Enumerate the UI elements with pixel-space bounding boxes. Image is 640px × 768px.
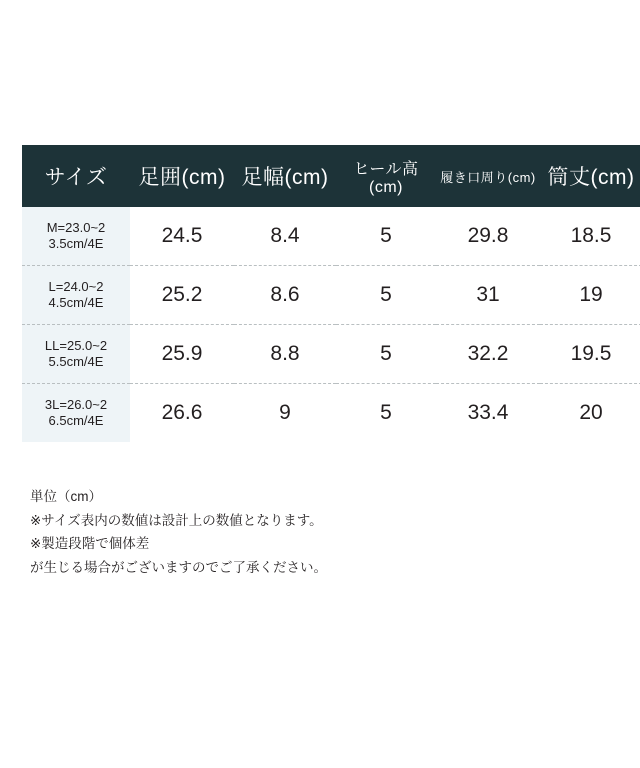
cell-size bbox=[22, 384, 130, 443]
note-design-values: ※サイズ表内の数値は設計上の数値となります。 bbox=[30, 512, 323, 528]
table-row bbox=[22, 384, 640, 443]
cell-size bbox=[22, 325, 130, 384]
cell-opening-circumference: 31 bbox=[436, 266, 540, 325]
size-label-line1: M=23.0~2 bbox=[46, 219, 106, 235]
table-header-row bbox=[22, 145, 640, 207]
cell-shaft-length: 20 bbox=[540, 384, 640, 443]
size-label-line2: 6.5cm/4E bbox=[48, 413, 104, 428]
cell-foot-width: 8.6 bbox=[234, 266, 336, 325]
size-label-line2: 4.5cm/4E bbox=[48, 295, 104, 310]
cell-opening-circumference: 33.4 bbox=[436, 384, 540, 443]
column-header-opening-circumference: 履き口周り(cm) bbox=[436, 145, 540, 207]
cell-heel-height: 5 bbox=[336, 207, 436, 266]
cell-foot-circumference: 26.6 bbox=[130, 384, 234, 443]
size-label-line2: 5.5cm/4E bbox=[48, 354, 104, 369]
note-manufacturing-variance-2: が生じる場合がございますのでご了承ください。 bbox=[30, 559, 327, 575]
cell-size bbox=[22, 266, 130, 325]
cell-shaft-length: 19.5 bbox=[540, 325, 640, 384]
column-header-size: サイズ bbox=[22, 145, 130, 207]
cell-foot-circumference: 25.9 bbox=[130, 325, 234, 384]
notes-block bbox=[30, 485, 327, 580]
size-label-line1: 3L=26.0~2 bbox=[44, 396, 108, 412]
size-label-line2: 3.5cm/4E bbox=[48, 236, 104, 251]
size-table-header bbox=[22, 145, 640, 207]
size-label-line1: LL=25.0~2 bbox=[44, 337, 108, 353]
column-header-foot-circumference: 足囲(cm) bbox=[130, 145, 234, 207]
cell-foot-width: 9 bbox=[234, 384, 336, 443]
cell-shaft-length: 19 bbox=[540, 266, 640, 325]
column-header-foot-width: 足幅(cm) bbox=[234, 145, 336, 207]
cell-heel-height: 5 bbox=[336, 266, 436, 325]
cell-opening-circumference: 29.8 bbox=[436, 207, 540, 266]
size-table bbox=[22, 145, 640, 442]
cell-opening-circumference: 32.2 bbox=[436, 325, 540, 384]
column-header-heel-height: ヒール高(cm) bbox=[336, 145, 436, 207]
cell-foot-circumference: 25.2 bbox=[130, 266, 234, 325]
size-table-body bbox=[22, 207, 640, 442]
table-row bbox=[22, 325, 640, 384]
cell-shaft-length: 18.5 bbox=[540, 207, 640, 266]
cell-size bbox=[22, 207, 130, 266]
column-header-shaft-length: 筒丈(cm) bbox=[540, 145, 640, 207]
cell-foot-circumference: 24.5 bbox=[130, 207, 234, 266]
size-table-container bbox=[22, 145, 635, 442]
cell-foot-width: 8.8 bbox=[234, 325, 336, 384]
note-manufacturing-variance-1: ※製造段階で個体差 bbox=[30, 536, 150, 552]
cell-heel-height: 5 bbox=[336, 325, 436, 384]
table-row bbox=[22, 266, 640, 325]
size-label-line1: L=24.0~2 bbox=[48, 278, 104, 294]
table-row bbox=[22, 207, 640, 266]
note-unit: 単位（cm） bbox=[30, 489, 102, 504]
cell-heel-height: 5 bbox=[336, 384, 436, 443]
cell-foot-width: 8.4 bbox=[234, 207, 336, 266]
